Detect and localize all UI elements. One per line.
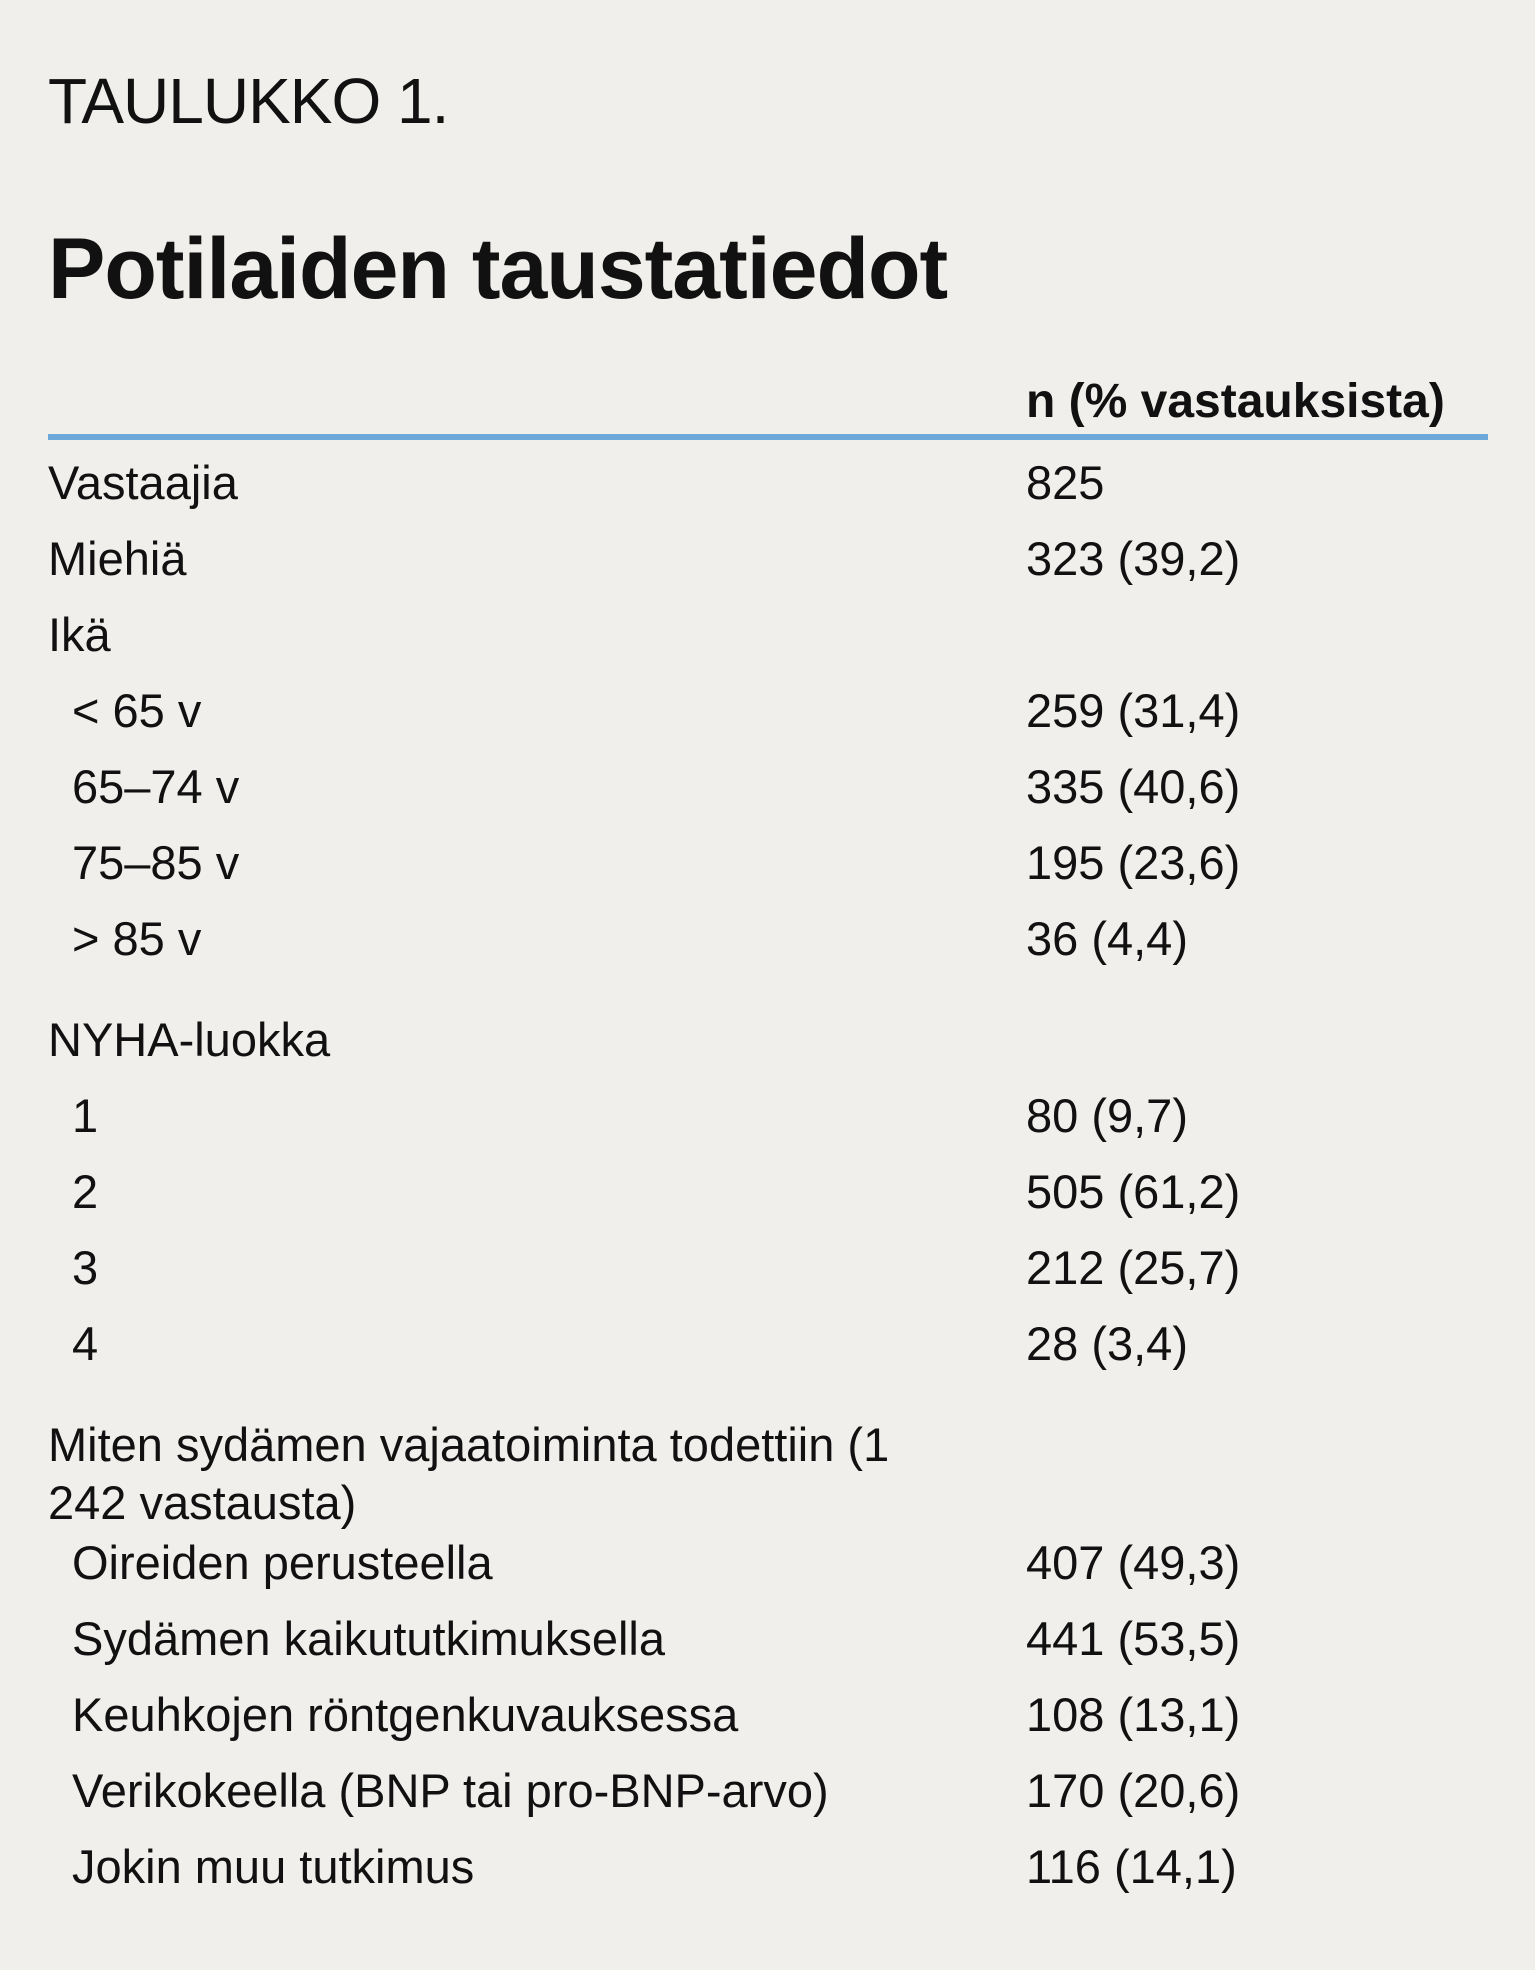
row-label: 3 xyxy=(72,1241,99,1294)
row-value: 505 (61,2) xyxy=(1026,1165,1241,1218)
row-value: 108 (13,1) xyxy=(1026,1688,1241,1741)
table-title: Potilaiden taustatiedot xyxy=(48,221,948,317)
table-row xyxy=(48,834,1488,910)
row-label: 75–85 v xyxy=(72,836,240,889)
row-label: Keuhkojen röntgenkuvauksessa xyxy=(72,1688,739,1741)
row-label: < 65 v xyxy=(72,684,202,737)
row-label: Miehiä xyxy=(48,532,187,585)
table-body xyxy=(48,454,1488,1914)
table-row xyxy=(48,1838,1488,1914)
row-value: 407 (49,3) xyxy=(1026,1536,1241,1589)
row-label: Jokin muu tutkimus xyxy=(72,1840,475,1893)
row-value: 335 (40,6) xyxy=(1026,760,1241,813)
row-label: 1 xyxy=(72,1089,99,1142)
row-label: 4 xyxy=(72,1317,99,1370)
row-value: 80 (9,7) xyxy=(1026,1089,1188,1142)
table-row xyxy=(48,682,1488,758)
header-rule xyxy=(48,434,1488,440)
table-row xyxy=(48,1163,1488,1239)
row-label: NYHA-luokka xyxy=(48,1013,331,1066)
row-value: 170 (20,6) xyxy=(1026,1764,1241,1817)
table-row xyxy=(48,1087,1488,1163)
table-row xyxy=(48,910,1488,1011)
row-value: 28 (3,4) xyxy=(1026,1317,1188,1370)
table-figure xyxy=(48,0,1488,1970)
table-row xyxy=(48,1239,1488,1315)
row-label: Oireiden perusteella xyxy=(72,1536,493,1589)
table-row xyxy=(48,454,1488,530)
table-row xyxy=(48,1011,1488,1087)
row-label: Ikä xyxy=(48,608,111,661)
table-row xyxy=(48,1610,1488,1686)
row-label: Sydämen kaikututkimuksella xyxy=(72,1612,665,1665)
table-row xyxy=(48,1534,1488,1610)
table-row xyxy=(48,530,1488,606)
column-header: n (% vastauksista) xyxy=(1026,375,1445,428)
row-label: > 85 v xyxy=(72,912,202,965)
row-value: 825 xyxy=(1026,456,1105,509)
row-value: 195 (23,6) xyxy=(1026,836,1241,889)
table-row xyxy=(48,1686,1488,1762)
row-value: 212 (25,7) xyxy=(1026,1241,1241,1294)
table-row xyxy=(48,1315,1488,1416)
row-value: 259 (31,4) xyxy=(1026,684,1241,737)
row-value: 441 (53,5) xyxy=(1026,1612,1241,1665)
row-label: Vastaajia xyxy=(48,456,238,509)
row-label: Verikokeella (BNP tai pro-BNP-arvo) xyxy=(72,1764,829,1817)
table-label: TAULUKKO 1. xyxy=(48,65,449,137)
row-value: 116 (14,1) xyxy=(1026,1840,1237,1893)
table-row xyxy=(48,1416,1488,1534)
table-row xyxy=(48,606,1488,682)
row-value: 323 (39,2) xyxy=(1026,532,1241,585)
row-label: 65–74 v xyxy=(72,760,240,813)
row-value: 36 (4,4) xyxy=(1026,912,1188,965)
table-row xyxy=(48,1762,1488,1838)
row-label: 2 xyxy=(72,1165,99,1218)
table-row xyxy=(48,758,1488,834)
row-label: Miten sydämen vajaatoiminta todettiin (1 242 vastausta) xyxy=(48,1418,890,1529)
